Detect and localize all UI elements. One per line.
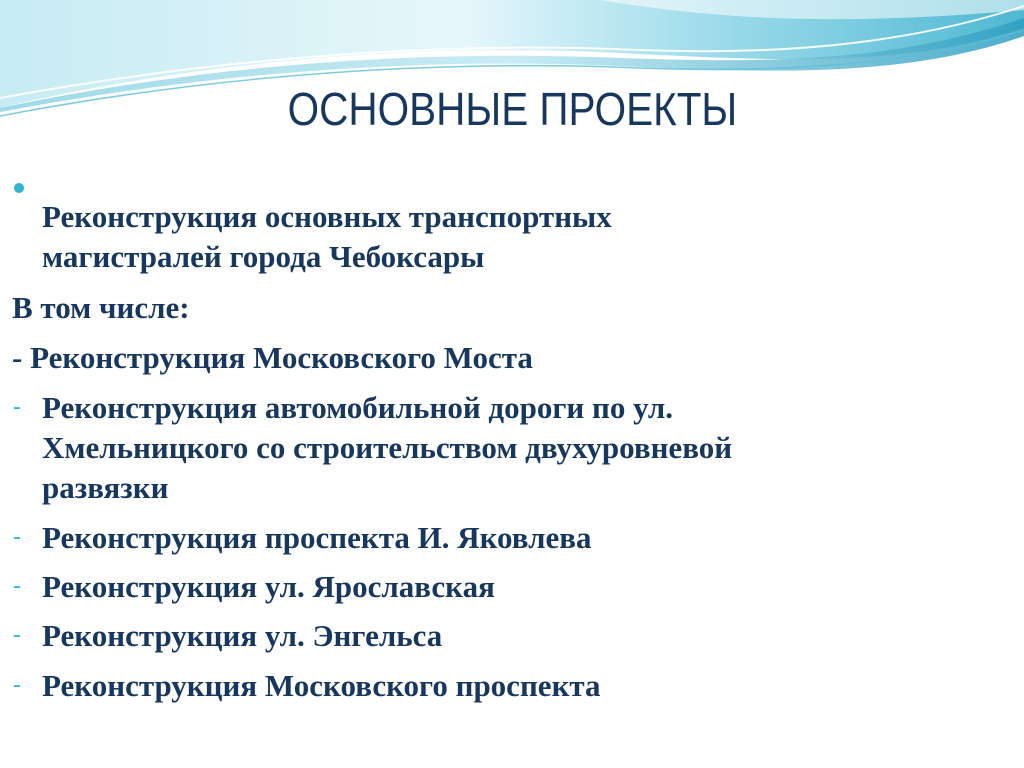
list-item-line: Реконструкция ул. Энгельса	[42, 618, 443, 653]
main-bullet-line-2: магистралей города Чебоксары	[42, 239, 485, 274]
list-item-line: Реконструкция проспекта И. Яковлева	[42, 520, 592, 555]
bullet-dot-icon	[14, 183, 24, 193]
dash-marker: -	[13, 524, 21, 550]
list-item-line: Реконструкция ул. Ярославская	[42, 569, 495, 604]
list-item-line: развязки	[42, 470, 169, 505]
moscow-bridge-item: - Реконструкция Московского Моста	[12, 340, 533, 375]
main-bullet-line-1: Реконструкция основных транспортных	[42, 199, 612, 234]
slide-title: ОСНОВНЫЕ ПРОЕКТЫ	[287, 83, 738, 135]
list-item-line: Реконструкция Московского проспекта	[42, 668, 601, 703]
list-item-line: Реконструкция автомобильной дороги по ул.	[42, 390, 674, 425]
list-item-line: Хмельницкого со строительством двухуровневой	[42, 430, 733, 465]
dash-marker: -	[13, 622, 21, 648]
dash-marker: -	[13, 394, 21, 420]
including-label: В том числе:	[12, 290, 190, 325]
dash-marker: -	[13, 573, 21, 599]
dash-marker: -	[13, 672, 21, 698]
